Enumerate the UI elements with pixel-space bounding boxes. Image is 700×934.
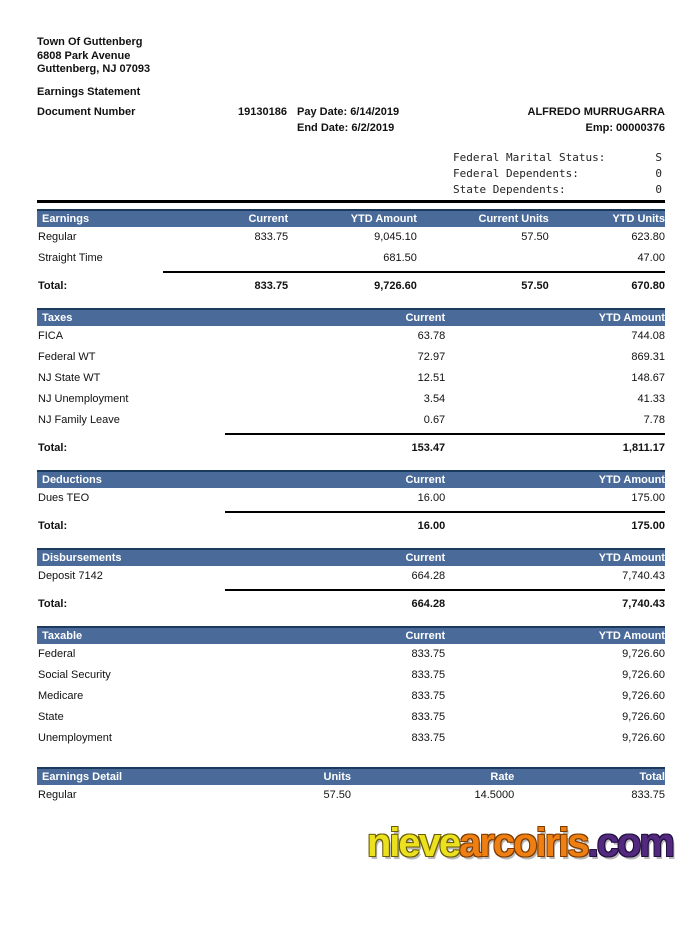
table-row — [37, 644, 665, 665]
table-row — [37, 227, 665, 248]
table-cell: 41.33 — [637, 393, 665, 405]
company-address-line2: Guttenberg, NJ 07093 — [37, 63, 151, 75]
column-header: Current — [405, 630, 446, 642]
table-cell: 9,045.10 — [374, 231, 417, 243]
table-row — [37, 728, 665, 749]
federal-marital-status-row — [453, 150, 665, 166]
earnings_detail-header-row — [37, 767, 665, 785]
pay-date: Pay Date: 6/14/2019 — [297, 106, 400, 118]
employee-info — [528, 105, 666, 136]
disbursements-header-row — [37, 548, 665, 566]
table-cell: 9,726.60 — [622, 669, 665, 681]
table-row — [37, 686, 665, 707]
company-block — [37, 36, 665, 77]
watermark — [37, 820, 673, 866]
column-header: Current — [248, 213, 289, 225]
table-cell: 833.75 — [411, 711, 446, 723]
table-row — [37, 488, 665, 509]
column-header: Taxable — [42, 630, 83, 642]
total-cell: 153.47 — [411, 442, 446, 454]
sum-line — [163, 271, 665, 273]
column-header: Taxes — [42, 312, 73, 324]
total-cell: Total: — [38, 280, 68, 292]
taxes-header-row — [37, 308, 665, 326]
tax-status-block — [453, 150, 665, 198]
table-cell: 0.67 — [423, 414, 446, 426]
federal-marital-status-label: Federal Marital Status: — [453, 151, 606, 164]
table-row — [37, 410, 665, 431]
table-cell: 9,726.60 — [622, 732, 665, 744]
table-cell: 12.51 — [417, 372, 446, 384]
table-cell: 3.54 — [423, 393, 446, 405]
total-cell: 664.28 — [411, 598, 446, 610]
column-header: Current Units — [478, 213, 549, 225]
table-cell: Deposit 7142 — [38, 570, 103, 582]
column-header: YTD Amount — [350, 213, 417, 225]
column-header: Current — [405, 474, 446, 486]
column-header: Deductions — [42, 474, 102, 486]
column-header: YTD Amount — [598, 630, 665, 642]
table-cell: 7.78 — [643, 414, 665, 426]
total-cell: 1,811.17 — [622, 442, 665, 454]
federal-marital-status-value: S — [655, 151, 662, 164]
total-cell: 16.00 — [417, 520, 446, 532]
total-cell: 833.75 — [254, 280, 289, 292]
table-cell: 833.75 — [254, 231, 289, 243]
employee-name: ALFREDO MURRUGARRA — [527, 106, 665, 118]
earnings-statement-page — [0, 36, 700, 866]
table-row — [37, 785, 665, 806]
table-cell: Straight Time — [38, 252, 103, 264]
federal-dependents-value: 0 — [655, 167, 662, 180]
table-row — [37, 347, 665, 368]
column-header: YTD Amount — [598, 552, 665, 564]
table-row — [37, 368, 665, 389]
table-cell: 664.28 — [411, 570, 446, 582]
total-cell: 175.00 — [631, 520, 665, 532]
column-header: Total — [639, 771, 665, 783]
table-cell: 9,726.60 — [622, 690, 665, 702]
document-info-row — [37, 105, 665, 136]
total-cell: 7,740.43 — [622, 598, 665, 610]
table-cell: 7,740.43 — [622, 570, 665, 582]
column-header: Rate — [490, 771, 515, 783]
deductions-section — [37, 470, 665, 536]
disbursements-total-row — [37, 594, 665, 614]
watermark-part3: .com — [587, 821, 673, 865]
total-cell: Total: — [38, 520, 68, 532]
sum-line — [225, 433, 665, 435]
table-cell: 744.08 — [631, 330, 665, 342]
total-cell: 9,726.60 — [374, 280, 417, 292]
total-cell: Total: — [38, 442, 68, 454]
table-cell: 148.67 — [631, 372, 665, 384]
table-cell: 175.00 — [631, 492, 665, 504]
table-cell: 833.75 — [631, 789, 665, 801]
table-cell: 9,726.60 — [622, 648, 665, 660]
table-cell: 14.5000 — [474, 789, 515, 801]
column-header: Earnings — [42, 213, 90, 225]
table-cell: NJ State WT — [38, 372, 101, 384]
column-header: Current — [405, 312, 446, 324]
table-cell: 833.75 — [411, 669, 446, 681]
table-row — [37, 566, 665, 587]
company-address-line1: 6808 Park Avenue — [37, 49, 131, 62]
table-cell — [417, 248, 549, 269]
table-row — [37, 707, 665, 728]
document-number-group — [37, 105, 287, 136]
table-cell: Federal WT — [38, 351, 96, 363]
federal-dependents-row — [453, 166, 665, 182]
earnings-total-row — [37, 276, 665, 296]
column-header: YTD Amount — [598, 474, 665, 486]
earnings-section — [37, 209, 665, 296]
table-cell: 9,726.60 — [622, 711, 665, 723]
deductions-total-row — [37, 516, 665, 536]
table-cell: Medicare — [38, 690, 84, 702]
table-cell: 833.75 — [411, 732, 446, 744]
company-name: Town Of Guttenberg — [37, 36, 143, 48]
earnings-header-row — [37, 209, 665, 227]
deductions-header-row — [37, 470, 665, 488]
taxes-total-row — [37, 438, 665, 458]
column-header: Units — [323, 771, 351, 783]
table-cell: 47.00 — [637, 252, 665, 264]
column-header: Disbursements — [42, 552, 122, 564]
header-divider-rule — [37, 200, 665, 203]
earnings-detail-section — [37, 767, 665, 806]
taxable-header-row — [37, 626, 665, 644]
watermark-part2: arcoiris — [459, 821, 588, 865]
table-cell: Federal — [38, 648, 76, 660]
state-dependents-label: State Dependents: — [453, 183, 566, 196]
sum-line — [225, 511, 665, 513]
total-cell: 670.80 — [631, 280, 665, 292]
table-cell: Regular — [38, 231, 77, 243]
taxable-section — [37, 626, 665, 761]
end-date: End Date: 6/2/2019 — [297, 121, 395, 134]
table-cell: 16.00 — [417, 492, 446, 504]
state-dependents-value: 0 — [655, 183, 662, 196]
taxes-section — [37, 308, 665, 458]
table-cell: 72.97 — [417, 351, 446, 363]
table-row — [37, 248, 665, 269]
table-row — [37, 389, 665, 410]
table-cell: 63.78 — [417, 330, 446, 342]
employee-id: Emp: 00000376 — [585, 121, 665, 134]
total-cell: Total: — [38, 598, 68, 610]
disbursements-section — [37, 548, 665, 614]
table-cell: Social Security — [38, 669, 111, 681]
sum-line — [225, 589, 665, 591]
table-cell: 57.50 — [521, 231, 549, 243]
state-dependents-row — [453, 182, 665, 198]
pay-period-dates — [297, 105, 399, 136]
table-cell: 869.31 — [631, 351, 665, 363]
total-cell: 57.50 — [521, 280, 549, 292]
table-cell: 681.50 — [383, 252, 417, 264]
table-cell — [163, 248, 289, 269]
column-header: YTD Amount — [598, 312, 665, 324]
table-cell: 833.75 — [411, 648, 446, 660]
table-cell: Unemployment — [38, 732, 112, 744]
document-number-value: 19130186 — [238, 106, 287, 118]
column-header: YTD Units — [612, 213, 665, 225]
table-row — [37, 326, 665, 347]
column-header: Current — [405, 552, 446, 564]
table-cell: 57.50 — [323, 789, 351, 801]
table-cell: 833.75 — [411, 690, 446, 702]
table-cell: Regular — [38, 789, 77, 801]
table-cell: FICA — [38, 330, 64, 342]
watermark-part1: nieve — [366, 821, 460, 865]
document-number-label: Document Number — [37, 106, 136, 118]
table-cell: NJ Unemployment — [38, 393, 129, 405]
table-row — [37, 665, 665, 686]
table-cell: State — [38, 711, 64, 723]
statement-title: Earnings Statement — [37, 85, 141, 98]
table-cell: 623.80 — [631, 231, 665, 243]
column-header: Earnings Detail — [42, 771, 123, 783]
federal-dependents-label: Federal Dependents: — [453, 167, 579, 180]
table-cell: NJ Family Leave — [38, 414, 120, 426]
table-cell: Dues TEO — [38, 492, 90, 504]
